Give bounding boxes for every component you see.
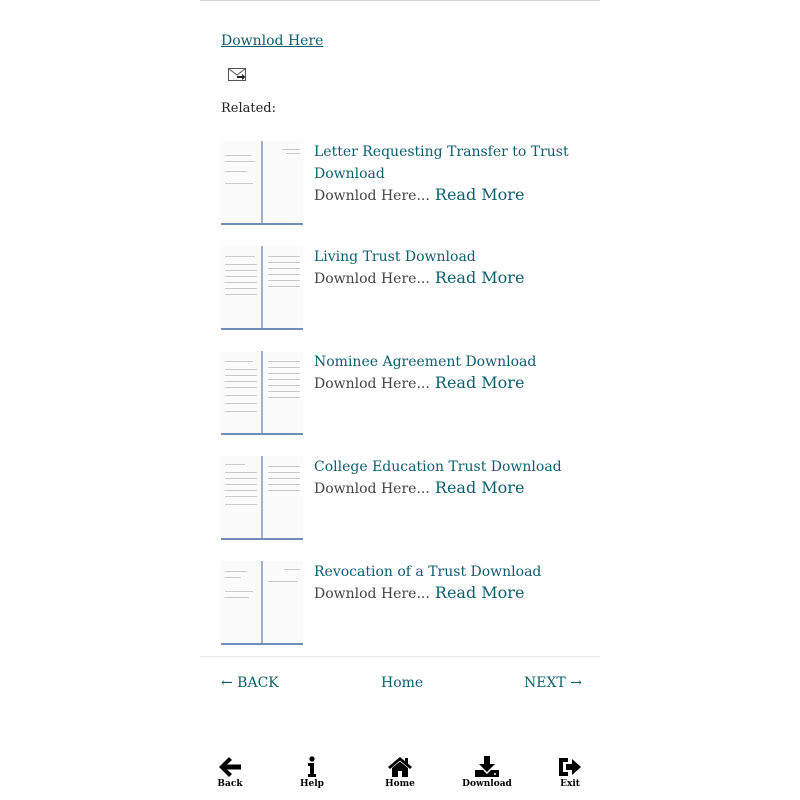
related-item-title[interactable]: College Education Trust Download — [314, 459, 562, 475]
pager-divider — [200, 656, 600, 657]
related-item-title[interactable]: Living Trust Download — [314, 249, 476, 265]
read-more-link[interactable]: Read More — [434, 373, 525, 392]
document-thumbnail[interactable] — [221, 456, 303, 540]
download-icon — [474, 756, 500, 778]
read-more-link[interactable]: Read More — [434, 185, 525, 204]
read-more-link[interactable]: Read More — [434, 268, 525, 287]
email-icon[interactable] — [228, 68, 246, 82]
nav-download-label: Download — [462, 779, 512, 789]
related-item-desc: Downlod Here... — [314, 481, 430, 497]
related-item — [221, 561, 600, 666]
related-item-title[interactable]: Letter Requesting Transfer to Trust Download — [314, 144, 569, 182]
pager-home-link[interactable]: Home — [381, 675, 424, 691]
related-list — [221, 141, 600, 666]
related-item — [221, 351, 600, 456]
nav-help-button[interactable] — [282, 752, 342, 798]
document-thumbnail[interactable] — [221, 141, 303, 225]
content-page — [200, 0, 600, 800]
related-item-desc: Downlod Here... — [314, 188, 430, 204]
nav-download-button[interactable] — [457, 752, 517, 798]
bottom-nav-bar — [200, 752, 600, 800]
pager-back-link[interactable]: ← BACK — [221, 675, 279, 691]
read-more-link[interactable]: Read More — [434, 478, 525, 497]
arrow-left-icon — [218, 756, 242, 778]
nav-help-label: Help — [300, 779, 324, 789]
document-thumbnail[interactable] — [221, 561, 303, 645]
related-item-desc: Downlod Here... — [314, 376, 430, 392]
related-item-desc: Downlod Here... — [314, 586, 430, 602]
nav-home-label: Home — [385, 779, 415, 789]
read-more-link[interactable]: Read More — [434, 583, 525, 602]
related-item — [221, 456, 600, 561]
related-heading: Related: — [221, 101, 277, 116]
document-thumbnail[interactable] — [221, 351, 303, 435]
related-item-desc: Downlod Here... — [314, 271, 430, 287]
top-divider — [200, 0, 600, 1]
nav-home-button[interactable] — [370, 752, 430, 798]
pager-next-link[interactable]: NEXT → — [524, 675, 582, 691]
sign-out-icon — [557, 756, 583, 778]
nav-back-label: Back — [217, 779, 243, 789]
document-thumbnail[interactable] — [221, 246, 303, 330]
related-item-title[interactable]: Revocation of a Trust Download — [314, 564, 542, 580]
related-item — [221, 246, 600, 351]
related-item-title[interactable]: Nominee Agreement Download — [314, 354, 537, 370]
nav-back-button[interactable] — [200, 752, 260, 798]
download-here-link[interactable]: Downlod Here — [221, 33, 324, 49]
home-icon — [387, 756, 413, 778]
info-icon — [300, 756, 324, 778]
related-item — [221, 141, 600, 246]
nav-exit-button[interactable] — [540, 752, 600, 798]
nav-exit-label: Exit — [560, 779, 580, 789]
